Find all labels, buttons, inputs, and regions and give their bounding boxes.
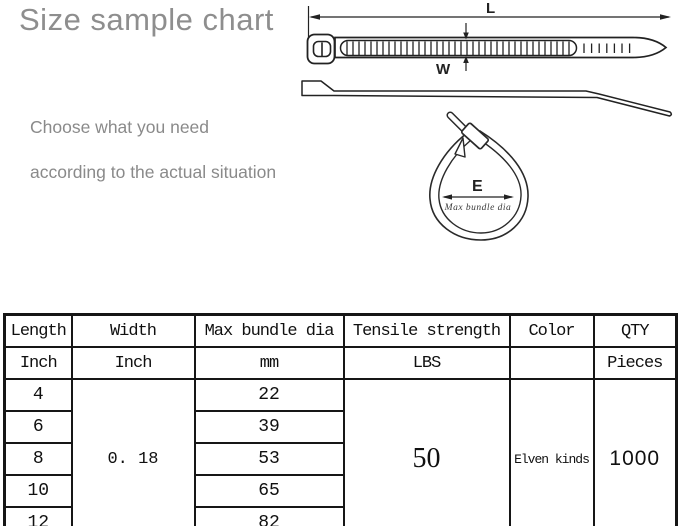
cell-length: 6 <box>5 411 72 443</box>
spec-table <box>3 313 678 526</box>
cell-tensile-shared: 50 <box>344 379 510 526</box>
cell-length: 4 <box>5 379 72 411</box>
col-header-qty: QTY <box>594 315 677 348</box>
cell-length: 12 <box>5 507 72 526</box>
cell-max-bundle-dia: 82 <box>195 507 344 526</box>
col-header-max-bundle-dia: Max bundle dia <box>195 315 344 348</box>
cell-max-bundle-dia: 53 <box>195 443 344 475</box>
length-dimension-label: L <box>486 0 496 17</box>
col-header-length: Length <box>5 315 72 348</box>
l-arrow-left-icon <box>309 14 320 20</box>
table-row <box>5 379 677 411</box>
subtitle-line-2: according to the actual situation <box>30 162 277 182</box>
unit-tensile-strength: LBS <box>344 347 510 379</box>
tie-loop-diagram <box>415 100 600 250</box>
col-header-width: Width <box>72 315 195 348</box>
unit-qty: Pieces <box>594 347 677 379</box>
bundle-dia-caption: Max bundle dia <box>444 203 512 213</box>
tie-serrated-band <box>341 41 577 56</box>
cell-qty-shared: 1000 <box>594 379 677 526</box>
subtitle-line-1: Choose what you need <box>30 117 210 137</box>
cell-length: 10 <box>5 475 72 507</box>
l-arrow-right-icon <box>660 14 671 20</box>
unit-width: Inch <box>72 347 195 379</box>
page-title: Size sample chart <box>19 2 274 37</box>
col-header-tensile-strength: Tensile strength <box>344 315 510 348</box>
unit-color <box>510 347 594 379</box>
table-units-row <box>5 347 677 379</box>
cell-color-shared: Elven kinds <box>510 379 594 526</box>
cell-length: 8 <box>5 443 72 475</box>
cell-width-shared: 0. 18 <box>72 379 195 526</box>
cell-max-bundle-dia: 39 <box>195 411 344 443</box>
table-header-row <box>5 315 677 348</box>
col-header-color: Color <box>510 315 594 348</box>
unit-max-bundle-dia: mm <box>195 347 344 379</box>
unit-length: Inch <box>5 347 72 379</box>
spec-table-container <box>3 313 678 526</box>
width-dimension-label: W <box>436 61 451 78</box>
bundle-dia-dimension-label: E <box>472 178 483 195</box>
cell-max-bundle-dia: 22 <box>195 379 344 411</box>
cell-max-bundle-dia: 65 <box>195 475 344 507</box>
